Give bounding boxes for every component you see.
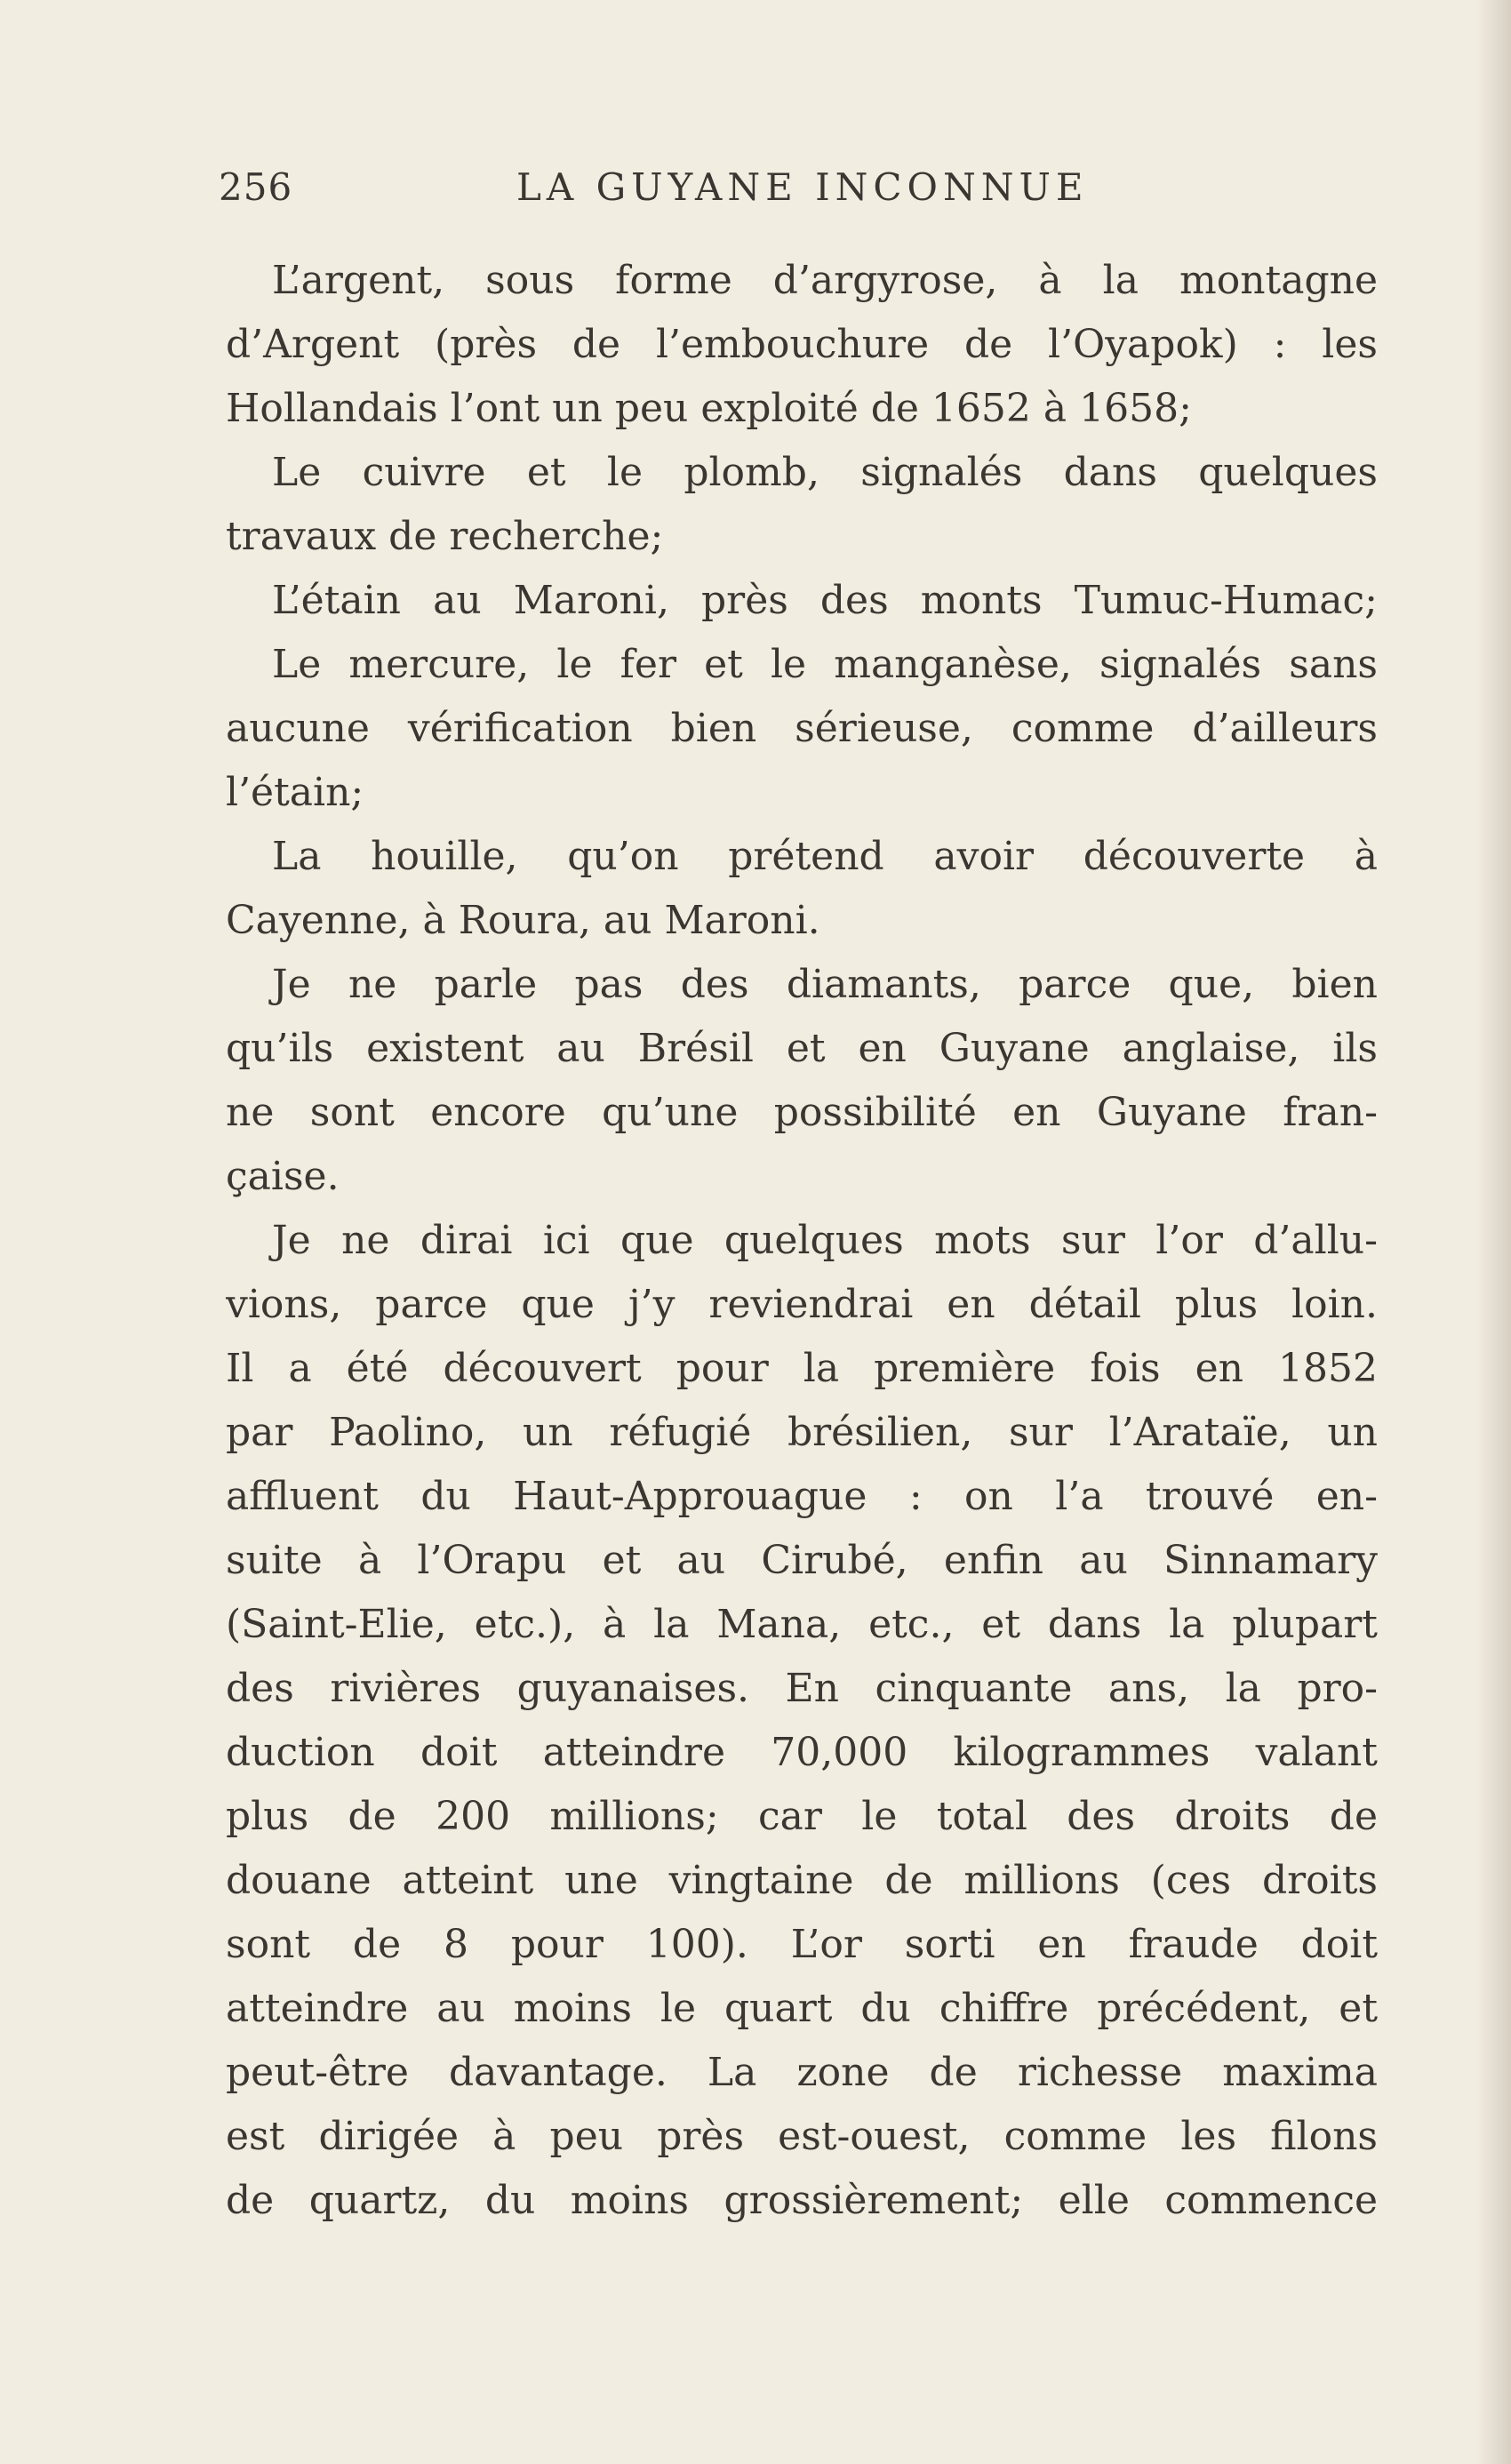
text-line: plus de 200 millions; car le total des droits de xyxy=(226,1794,1378,1839)
text-line: Je ne parle pas des diamants, parce que, bien xyxy=(272,962,1378,1007)
page-number: 256 xyxy=(219,165,293,209)
text-line: Il a été découvert pour la première fois en 1852 xyxy=(226,1346,1378,1391)
body-text xyxy=(226,249,1378,2233)
running-title: LA GUYANE INCONNUE xyxy=(516,165,1089,209)
text-line: travaux de recherche; xyxy=(226,514,664,559)
text-line: Le mercure, le fer et le manganèse, signalés sans xyxy=(272,642,1378,687)
text-line: affluent du Haut-Approuague : on l’a trouvé en- xyxy=(226,1474,1378,1519)
page-header xyxy=(219,165,1374,219)
text-line: est dirigée à peu près est-ouest, comme les filons xyxy=(226,2114,1378,2159)
text-line: peut-être davantage. La zone de richesse maxima xyxy=(226,2050,1378,2095)
text-line: des rivières guyanaises. En cinquante ans, la pro- xyxy=(226,1666,1378,1711)
text-line: suite à l’Orapu et au Cirubé, enfin au Sinnamary xyxy=(226,1538,1378,1583)
text-line: La houille, qu’on prétend avoir découverte à xyxy=(272,834,1378,879)
text-line: vions, parce que j’y reviendrai en détail plus loin. xyxy=(226,1282,1378,1327)
text-line: de quartz, du moins grossièrement; elle commence xyxy=(226,2178,1378,2223)
text-line: L’étain au Maroni, près des monts Tumuc-Humac; xyxy=(272,578,1378,623)
text-line: L’argent, sous forme d’argyrose, à la montagne xyxy=(272,258,1378,303)
text-line: Je ne dirai ici que quelques mots sur l’or d’allu- xyxy=(272,1218,1378,1263)
text-line: aucune vérification bien sérieuse, comme d’ailleurs xyxy=(226,706,1378,751)
page-edge-shadow xyxy=(1475,0,1511,2464)
text-line: Hollandais l’ont un peu exploité de 1652 à 1658; xyxy=(226,386,1192,431)
text-line: l’étain; xyxy=(226,770,364,815)
text-line: sont de 8 pour 100). L’or sorti en fraude doit xyxy=(226,1922,1378,1967)
text-line: Cayenne, à Roura, au Maroni. xyxy=(226,898,820,943)
text-line: Le cuivre et le plomb, signalés dans quelques xyxy=(272,450,1378,495)
text-line: duction doit atteindre 70,000 kilogrammes valant xyxy=(226,1730,1378,1775)
text-line: d’Argent (près de l’embouchure de l’Oyapok) : les xyxy=(226,322,1378,367)
text-line: atteindre au moins le quart du chiffre précédent, et xyxy=(226,1986,1378,2031)
text-line: douane atteint une vingtaine de millions (ces droits xyxy=(226,1858,1378,1903)
text-line: qu’ils existent au Brésil et en Guyane anglaise, ils xyxy=(226,1026,1378,1071)
text-line: çaise. xyxy=(226,1154,340,1199)
text-line: par Paolino, un réfugié brésilien, sur l’Arataïe, un xyxy=(226,1410,1378,1455)
text-line: ne sont encore qu’une possibilité en Guyane fran- xyxy=(226,1090,1378,1135)
text-line: (Saint-Elie, etc.), à la Mana, etc., et dans la plupart xyxy=(226,1602,1378,1647)
